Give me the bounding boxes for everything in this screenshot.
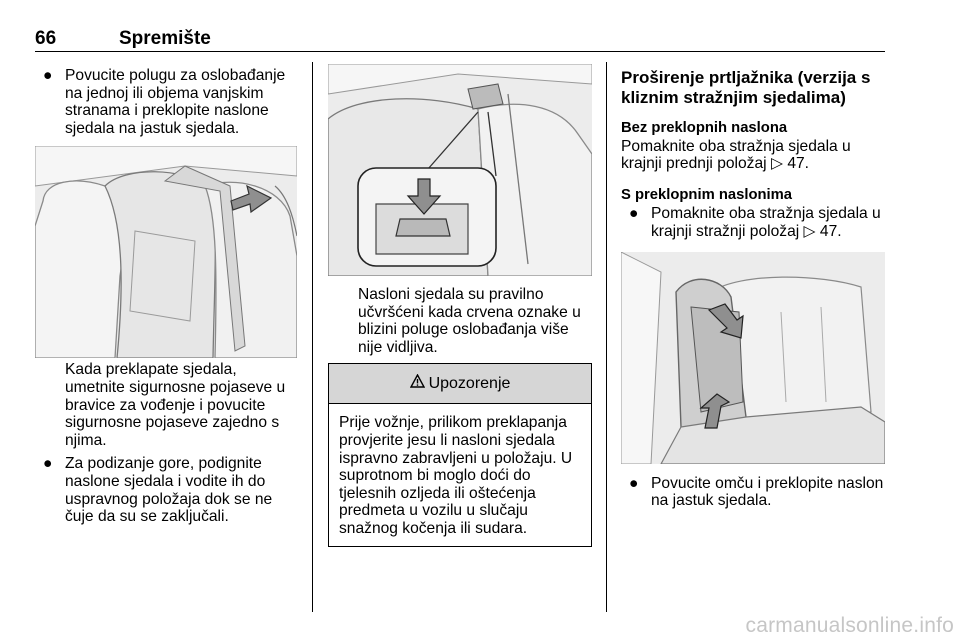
list-item bbox=[35, 455, 297, 525]
page-title: Spremište bbox=[119, 28, 211, 49]
bullet-icon: ● bbox=[629, 474, 639, 492]
paragraph-text: Pomaknite oba stražnja sjedala u krajnji prednji položaj bbox=[621, 137, 851, 173]
bullet-icon: ● bbox=[629, 205, 639, 223]
bullet-text: Za podizanje gore, podignite naslone sjedala i vodite ih do uspravnog položaja dok se ne čuje da su se zaključali. bbox=[65, 455, 273, 526]
page-reference-icon[interactable]: ▷ bbox=[770, 155, 783, 173]
paragraph bbox=[621, 138, 885, 173]
bullet-icon: ● bbox=[43, 455, 53, 473]
subheading: S preklopnim naslonima bbox=[621, 186, 793, 203]
warning-header bbox=[329, 364, 591, 404]
list-item bbox=[35, 67, 297, 137]
column-1 bbox=[35, 62, 297, 526]
bullet-text: Povucite polugu za oslobađanje na jednoj ili objema vanjskim stranama i preklopite naslone sjedala na jastuk sjedala. bbox=[65, 67, 286, 137]
warning-triangle-icon bbox=[410, 374, 425, 393]
page-header bbox=[35, 22, 885, 52]
page-reference-icon[interactable]: ▷ bbox=[803, 222, 816, 240]
caption-text: Nasloni sjedala su pravilno učvršćeni kada crvena oznake u blizini poluge oslobađanja više nije vidljiva. bbox=[358, 286, 581, 356]
bullet-text: Povucite omču i preklopite naslon na jastuk sjedala. bbox=[651, 474, 884, 510]
bullet-text: Pomaknite oba stražnja sjedala u krajnji stražnji položaj bbox=[651, 205, 881, 240]
column-divider bbox=[312, 62, 313, 612]
page-number: 66 bbox=[35, 28, 57, 49]
sliding-seats-illustration bbox=[621, 252, 885, 464]
column-3 bbox=[621, 62, 885, 510]
watermark: carmanualsonline.info bbox=[745, 614, 954, 637]
list-item bbox=[621, 475, 885, 510]
bullet-icon: ● bbox=[43, 67, 53, 84]
section-heading: Proširenje prtljažnika (verzija s kliznim stražnjim sjedalima) bbox=[621, 68, 871, 107]
seat-release-lever-illustration bbox=[35, 146, 297, 358]
page-reference[interactable]: 47. bbox=[787, 155, 809, 173]
column-divider bbox=[606, 62, 607, 612]
note-text: Kada preklapate sjedala, umetnite sigurnosne pojaseve u bravice za vođenje i povucite sigurnosne pojaseve zajedno s njima. bbox=[65, 361, 286, 449]
release-lever-detail-illustration bbox=[328, 64, 592, 276]
warning-title: Upozorenje bbox=[428, 374, 511, 392]
list-item bbox=[621, 205, 885, 240]
warning-text: Prije vožnje, prilikom preklapanja provjerite jesu li nasloni sjedala ispravno zabravljeni u položaju. U suprotnom bi moglo doći do tjelesnih ozljeda ili oštećenja predmeta u vozilu u slučaju snažnog kočenja ili sudara. bbox=[339, 414, 573, 537]
column-2 bbox=[328, 62, 592, 547]
page-reference[interactable]: 47. bbox=[819, 222, 842, 240]
subheading: Bez preklopnih naslona bbox=[621, 120, 788, 136]
warning-box bbox=[328, 363, 592, 546]
